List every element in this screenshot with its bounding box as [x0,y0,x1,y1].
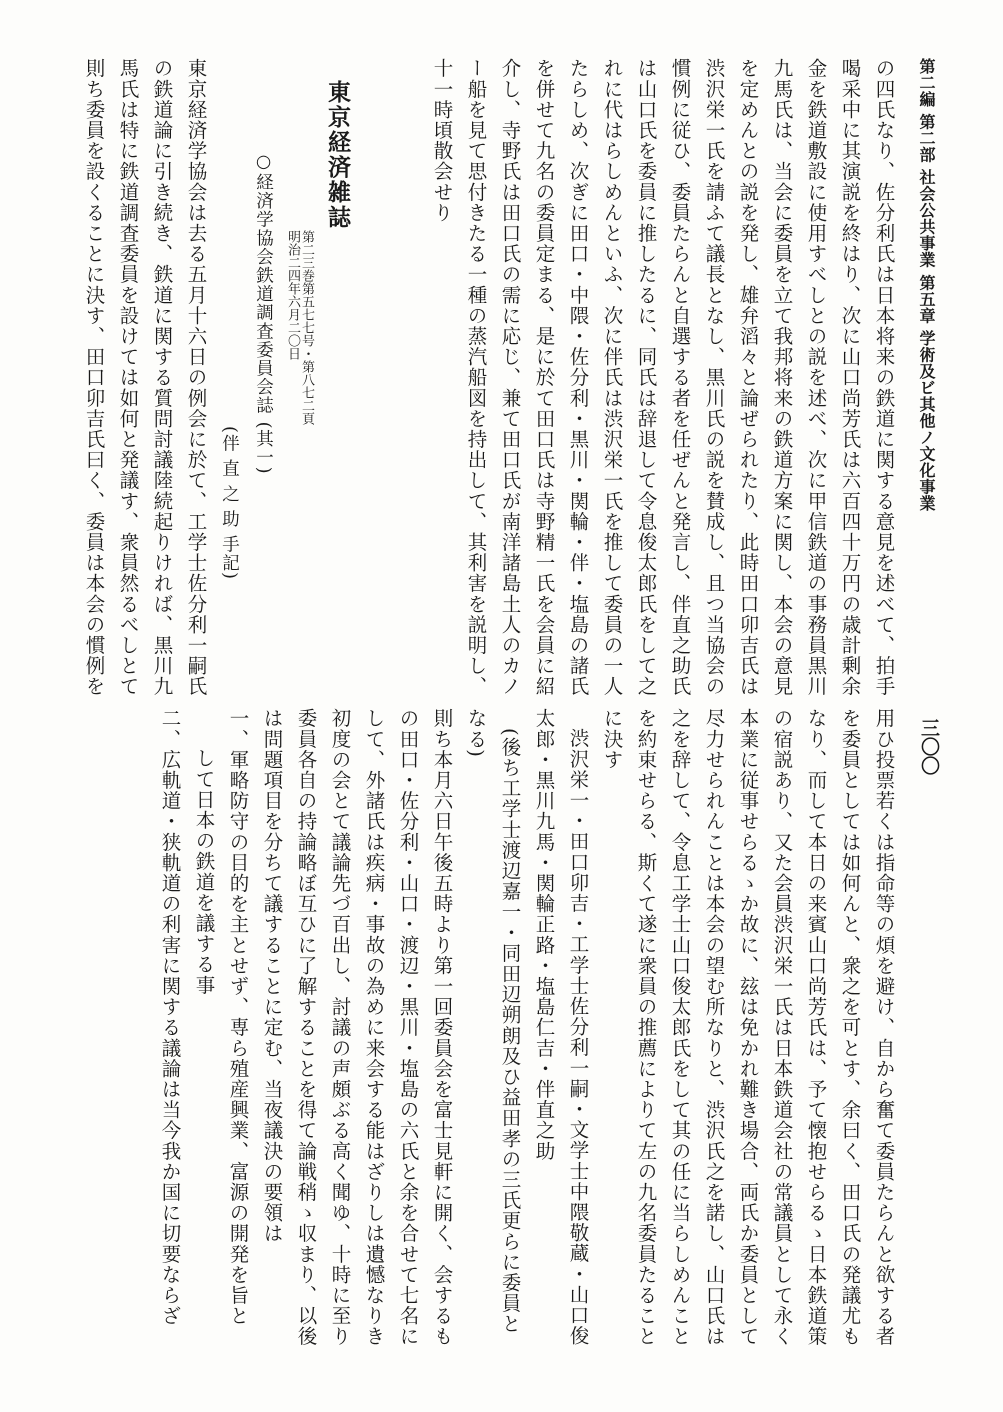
body-line: なる) [464,708,488,758]
body-line: 金を鉄道敷設に使用すべしとの説を述べ、次に甲信鉄道の事務員黒川 [804,58,828,697]
body-line: 委員各自の持論略ぼ互ひに了解することを得て論戦稍ゝ収まり、以後 [294,708,318,1347]
body-line: ー船を見て思付きたる一種の蒸汽船図を持出して、其利害を説明し、 [464,58,488,697]
running-header: 第二編 第二部 社会公共事業 第五章 学術及ビ其他ノ文化事業 [917,58,936,512]
body-line: 介し、寺野氏は田口氏の需に応じ、兼て田口氏が南洋諸島土人のカノ [498,58,522,697]
body-line: なり、而して本日の来賓山口尚芳氏は、予て懐抱せらるゝ日本鉄道策 [804,708,828,1347]
article-subtitle: ○経済学協会鉄道調査委員会誌 (其一) [253,152,274,475]
body-line: 本業に従事せらるゝか故に、玆は免かれ難き場合、両氏か委員として [736,708,760,1347]
body-line: 太郎・黒川九馬・関輪正路・塩島仁吉・伴直之助 [532,708,556,1162]
body-line: 九馬氏は、当会に委員を立て我邦将来の鉄道方案に関し、本会の意見 [770,58,794,697]
body-line: を併せて九名の委員定まる、是に於て田口氏は寺野精一氏を会員に紹 [532,58,556,697]
body-line: 渋沢栄一氏を請ふて議長となし、黒川氏の説を賛成し、且つ当協会の [702,58,726,697]
section-title: 東京経済雑誌 [324,80,351,230]
body-line: 則ち本月六日午後五時より第一回委員会を富士見軒に開く、会するも [430,708,454,1347]
numbered-item: 二、広軌道・狭軌道の利害に関する議論は当今我か国に切要ならざ [158,708,182,1326]
body-line: 喝采中に其演説を終はり、次に山口尚芳氏は六百四十万円の歳計剰余 [838,58,862,697]
body-line: して日本の鉄道を議する事 [192,748,216,996]
body-line: 用ひ投票若くは指命等の煩を避け、自から奮て委員たらんと欲する者 [872,708,896,1347]
body-line: を委員としては如何んと、衆之を可とす、余曰く、田口氏の発議尤も [838,708,862,1347]
body-line: 慣例に従ひ、委員たらんと自選する者を任ぜんと発言し、伴直之助氏 [668,58,692,697]
body-line: 渋沢栄一・田口卯吉・工学士佐分利一嗣・文学士中隈敬蔵・山口俊 [566,728,590,1346]
article-author: (伴 直 之 助 手記) [219,426,240,581]
body-line: 之を辞して、令息工学士山口俊太郎氏をして其の任に当らしめんこと [668,708,692,1347]
body-line: 則ち委員を設くることに決す、田口卯吉氏曰く、委員は本会の慣例を [82,58,106,697]
body-line: 尽力せられんことは本会の望む所なりと、渋沢氏之を諾し、山口氏は [702,708,726,1347]
body-line: を約束せらる、斯くて遂に衆員の推薦によりて左の九名委員たること [634,708,658,1347]
body-line: 初度の会とて議論先づ百出し、討議の声頗ぶる高く聞ゆ、十時に至り [328,708,352,1347]
numbered-item: 一、軍略防守の目的を主とせず、専ら殖産興業、富源の開発を旨と [226,708,250,1326]
body-line: たらしめ、次ぎに田口・中隈・佐分利・黒川・関輪・伴・塩島の諸氏 [566,58,590,697]
body-line: の四氏なり、佐分利氏は日本将来の鉄道に関する意見を述べて、拍手 [872,58,896,697]
body-line: は山口氏を委員に推したるに、同氏は辞退して令息俊太郎氏をして之 [634,58,658,697]
body-line: は問題項目を分ちて議することに定む、当夜議決の要領は [260,708,284,1244]
source-ref: 第二三巻第五七七号・第八七二頁 [299,230,314,425]
page-number: 三〇〇 [918,718,940,775]
body-line: の田口・佐分利・山口・渡辺・黒川・塩島の六氏と余を合せて七名に [396,708,420,1347]
body-line: して、外諸氏は疾病・事故の為めに来会する能はざりしは遺憾なりき [362,708,386,1347]
source-date: 明治二四年六月二〇日 [285,230,300,360]
body-line: 馬氏は特に鉄道調査委員を設けては如何と発議す、衆員然るべしとて [116,58,140,697]
body-line: の宿説あり、又た会員渋沢栄一氏は日本鉄道会社の常議員として永く [770,708,794,1347]
body-line: に決す [600,708,624,770]
body-line: れに代はらしめんといふ、次に伴氏は渋沢栄一氏を推して委員の一人 [600,58,624,697]
body-line: 東京経済学協会は去る五月十六日の例会に於て、工学士佐分利一嗣氏 [184,58,208,697]
body-line: の鉄道論に引き続き、鉄道に関する質問討議陸続起りければ、黒川九 [150,58,174,697]
body-line: 十一時頃散会せり [430,58,454,223]
body-line: を定めんとの説を発し、雄弁滔々と論ぜられたり、此時田口卯吉氏は [736,58,760,697]
body-line: (後ち工学士渡辺嘉一・同田辺朔朗及ひ益田孝の三氏更らに委員と [498,728,522,1335]
